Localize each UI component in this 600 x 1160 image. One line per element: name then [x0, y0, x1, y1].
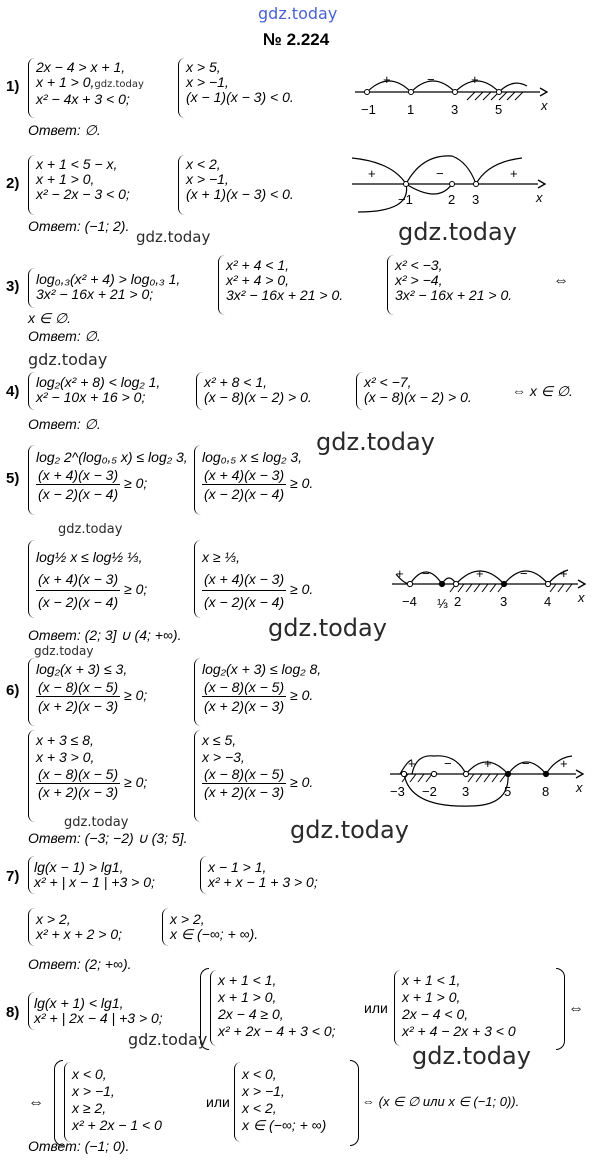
item-6-sign-2: − [444, 756, 452, 771]
item-7-system-d: x > 2, x ∈ (−∞; + ∞). [170, 911, 259, 942]
item-6-sign-3: + [484, 756, 492, 771]
item-2-var: x [536, 190, 543, 205]
item-6-system-a: log₂(x + 3) ≤ 3, $\frac{(x - 8)(x - 5)}{(x + 2)(x - 3)}$ ≥ 0; [36, 661, 148, 714]
item-7-system-c: x > 2, x² + x + 2 > 0; [36, 911, 122, 942]
item-2-number-line [352, 152, 552, 214]
item-4-system-b: x² + 8 < 1, (x − 8)(x − 2) > 0. [204, 374, 312, 405]
item-5-system-d: x ≥ ⅓, $\frac{(x + 4)(x - 3)}{(x - 2)(x - 4)}$ ≥ 0. [202, 549, 314, 610]
item-3-system-b: x² + 4 < 1, x² + 4 > 0, 3x² − 16x + 21 > 0. [226, 257, 344, 303]
item-5-sign-2: − [422, 566, 430, 581]
item-6-tick-4: 5 [504, 784, 512, 799]
item-5-system-a: log₂ 2^(log₀,₅ x) ≤ log₂ 3, $\frac{(x + 4)(x - 3)}{(x - 2)(x - 4)}$ ≥ 0; [36, 449, 188, 502]
item-2-tick-2: 2 [448, 192, 456, 207]
item-8-brace-c [394, 970, 401, 1046]
item-5-tick-3: 2 [454, 594, 462, 609]
item-8-answer: Ответ: (−1; 0). [28, 1138, 130, 1154]
item-5-answer: Ответ: (2; 3] ∪ (4; +∞). [28, 627, 182, 643]
item-3-result: x ∈ ∅. [28, 310, 72, 326]
item-4-brace-b [196, 372, 203, 410]
item-7-system-b: x − 1 > 1, x² + x − 1 + 3 > 0; [208, 859, 318, 890]
item-8-equivalence-1: ⇔ [568, 1000, 584, 1017]
item-5-sign-5: + [560, 566, 568, 581]
item-8-number: 8) [6, 1004, 20, 1021]
watermark-5c: gdz.today [34, 644, 94, 658]
item-8-bracket-d [54, 1060, 63, 1146]
item-5-tick-1: −4 [402, 594, 417, 609]
watermark-4: gdz.today [316, 428, 435, 456]
item-8-equivalence-2: ⇔ [28, 1094, 44, 1111]
item-5-tick-5: 4 [544, 594, 552, 609]
watermark-2a: gdz.today [136, 228, 211, 246]
item-3-brace-b [218, 255, 225, 315]
watermark-6b: gdz.today [290, 816, 409, 844]
item-8-system-e: x < 0, x > −1, x < 2, x ∈ (−∞; + ∞) [242, 1066, 327, 1133]
item-2-sign-1: + [368, 166, 376, 181]
item-8-system-a: lg(x + 1) < lg1, x² + | 2x − 4 | +3 > 0; [34, 995, 163, 1026]
problem-title: № 2.224 [263, 30, 330, 49]
item-6-sign-1: + [408, 756, 416, 771]
watermark-8b: gdz.today [412, 1042, 531, 1070]
item-8-result: ⇔ (x ∈ ∅ или x ∈ (−1; 0)). [362, 1094, 520, 1109]
item-6-tick-2: −2 [422, 784, 437, 799]
item-6-system-b: log₂(x + 3) ≤ log₂ 8, $\frac{(x - 8)(x - 5)}{(x + 2)(x - 3)}$ ≥ 0. [202, 661, 322, 714]
item-6-answer: Ответ: (−3; −2) ∪ (3; 5]. [28, 830, 188, 846]
item-6-tick-5: 8 [542, 784, 550, 799]
watermark-6a: gdz.today [64, 815, 129, 830]
item-8-system-d: x < 0, x > −1, x ≥ 2, x² + 2x − 1 < 0 [72, 1066, 162, 1133]
item-6-sign-5: + [560, 756, 568, 771]
item-1-system-a: 2x − 4 > x + 1, x + 1 > 0,gdz.today x² − 4x + 3 < 0; [36, 59, 144, 107]
item-4-brace-a [28, 372, 35, 410]
item-5-sign-4: − [520, 566, 528, 581]
item-8-brace-b [210, 970, 217, 1046]
item-1-sign-3: + [471, 72, 479, 87]
item-2-system-a: x + 1 < 5 − x, x + 1 > 0, x² − 2x − 3 < 0; [36, 156, 130, 202]
item-5-sign-3: + [476, 566, 484, 581]
item-6-var: x [576, 780, 583, 795]
item-4-number: 4) [6, 383, 20, 400]
watermark-3: gdz.today [28, 350, 108, 369]
item-8-or-1: или [364, 1000, 388, 1016]
item-4-answer: Ответ: ∅. [28, 416, 101, 432]
item-1-var: x [541, 98, 548, 113]
item-1-tick-4: 5 [495, 102, 503, 117]
item-3-brace-c [387, 255, 394, 315]
item-1-tick-3: 3 [451, 102, 459, 117]
item-4-system-c: x² < −7, (x − 8)(x − 2) > 0. [364, 374, 472, 405]
item-7-system-a: lg(x − 1) > lg1, x² + | x − 1 | +3 > 0; [34, 859, 155, 890]
item-5-brace-d [194, 540, 201, 618]
item-6-sign-4: − [522, 756, 530, 771]
watermark-2b: gdz.today [398, 218, 517, 246]
item-8-bracket-e [350, 1060, 359, 1146]
item-6-brace-a [28, 658, 35, 726]
item-3-equivalence: ⇔ [553, 272, 569, 289]
item-8-system-c: x + 1 < 1, x + 1 > 0, 2x − 4 < 0, x² + 4 − 2x + 3 < 0 [402, 972, 516, 1039]
item-5-tick-2: ⅓ [437, 596, 448, 611]
item-5-number-line [392, 550, 592, 630]
item-7-brace-b [200, 856, 207, 894]
item-8-bracket-c [556, 968, 565, 1050]
item-1-brace-b [178, 58, 185, 118]
item-7-number: 7) [6, 868, 20, 885]
item-3-system-a: log₀,₃(x² + 4) > log₀,₃ 1, 3x² − 16x + 21 > 0; [36, 271, 181, 302]
item-2-tick-1: −1 [398, 192, 413, 207]
item-7-brace-d [162, 908, 169, 946]
watermark-8a: gdz.today [128, 1030, 208, 1049]
item-6-brace-d [194, 730, 201, 822]
item-6-tick-3: 3 [462, 784, 470, 799]
watermark-top: gdz.today [258, 4, 338, 23]
item-8-system-b: x + 1 < 1, x + 1 > 0, 2x − 4 ≥ 0, x² + 2x − 4 + 3 < 0; [218, 972, 336, 1039]
item-2-tick-3: 3 [472, 192, 480, 207]
item-3-answer: Ответ: ∅. [28, 328, 101, 344]
item-1-system-b: x > 5, x > −1, (x − 1)(x − 3) < 0. [186, 59, 294, 105]
item-2-sign-3: + [510, 166, 518, 181]
item-2-brace-b [178, 155, 185, 215]
item-8-or-2: или [206, 1094, 230, 1110]
item-7-answer: Ответ: (2; +∞). [28, 956, 132, 972]
item-2-answer: Ответ: (−1; 2). [28, 218, 130, 234]
item-4-brace-c [356, 372, 363, 410]
item-1-number: 1) [6, 78, 20, 95]
item-5-brace-b [194, 445, 201, 515]
item-5-brace-a [28, 445, 35, 515]
item-5-var: x [578, 590, 585, 605]
item-5-tick-4: 3 [500, 594, 508, 609]
item-5-sign-1: + [396, 566, 404, 581]
item-2-number: 2) [6, 175, 20, 192]
item-1-tick-1: −1 [361, 102, 376, 117]
item-5-brace-c [28, 540, 35, 618]
item-1-number-line [355, 62, 555, 124]
item-6-number-line [390, 740, 590, 822]
item-8-brace-e [234, 1062, 241, 1142]
item-6-system-d: x ≤ 5, x > −3, $\frac{(x - 8)(x - 5)}{(x + 2)(x - 3)}$ ≥ 0. [202, 732, 314, 800]
item-8-brace-d [64, 1062, 71, 1142]
item-2-system-b: x < 2, x > −1, (x + 1)(x − 3) < 0. [186, 156, 294, 202]
item-7-brace-c [28, 908, 35, 946]
item-6-brace-b [194, 658, 201, 726]
watermark-5a: gdz.today [58, 522, 123, 537]
item-1-sign-1: + [383, 72, 391, 87]
item-2-brace-a [28, 155, 35, 215]
item-4-result: ⇔ x ∈ ∅. [512, 383, 573, 399]
item-5-number: 5) [6, 470, 20, 487]
watermark-5b: gdz.today [268, 614, 387, 642]
item-5-system-c: log½ x ≤ log½ ⅓, $\frac{(x + 4)(x - 3)}{(x - 2)(x - 4)}$ ≥ 0; [36, 549, 148, 610]
item-3-brace-a [28, 268, 35, 308]
item-1-tick-2: 1 [407, 102, 415, 117]
item-6-brace-c [28, 730, 35, 822]
item-6-tick-1: −3 [390, 784, 405, 799]
item-1-answer: Ответ: ∅. [28, 122, 101, 138]
item-4-system-a: log₂(x² + 8) < log₂ 1, x² − 10x + 16 > 0; [36, 374, 161, 405]
item-3-system-c: x² < −3, x² > −4, 3x² − 16x + 21 > 0. [395, 257, 513, 303]
item-2-sign-2: − [436, 166, 444, 181]
item-1-brace-a [28, 58, 35, 118]
item-6-number: 6) [6, 682, 20, 699]
item-3-number: 3) [6, 278, 20, 295]
item-6-system-c: x + 3 ≤ 8, x + 3 > 0, $\frac{(x - 8)(x - 5)}{(x + 2)(x - 3)}$ ≥ 0; [36, 732, 148, 800]
item-1-sign-2: − [427, 72, 435, 87]
item-5-system-b: log₀,₅ x ≤ log₂ 3, $\frac{(x + 4)(x - 3)}{(x - 2)(x - 4)}$ ≥ 0. [202, 449, 314, 502]
